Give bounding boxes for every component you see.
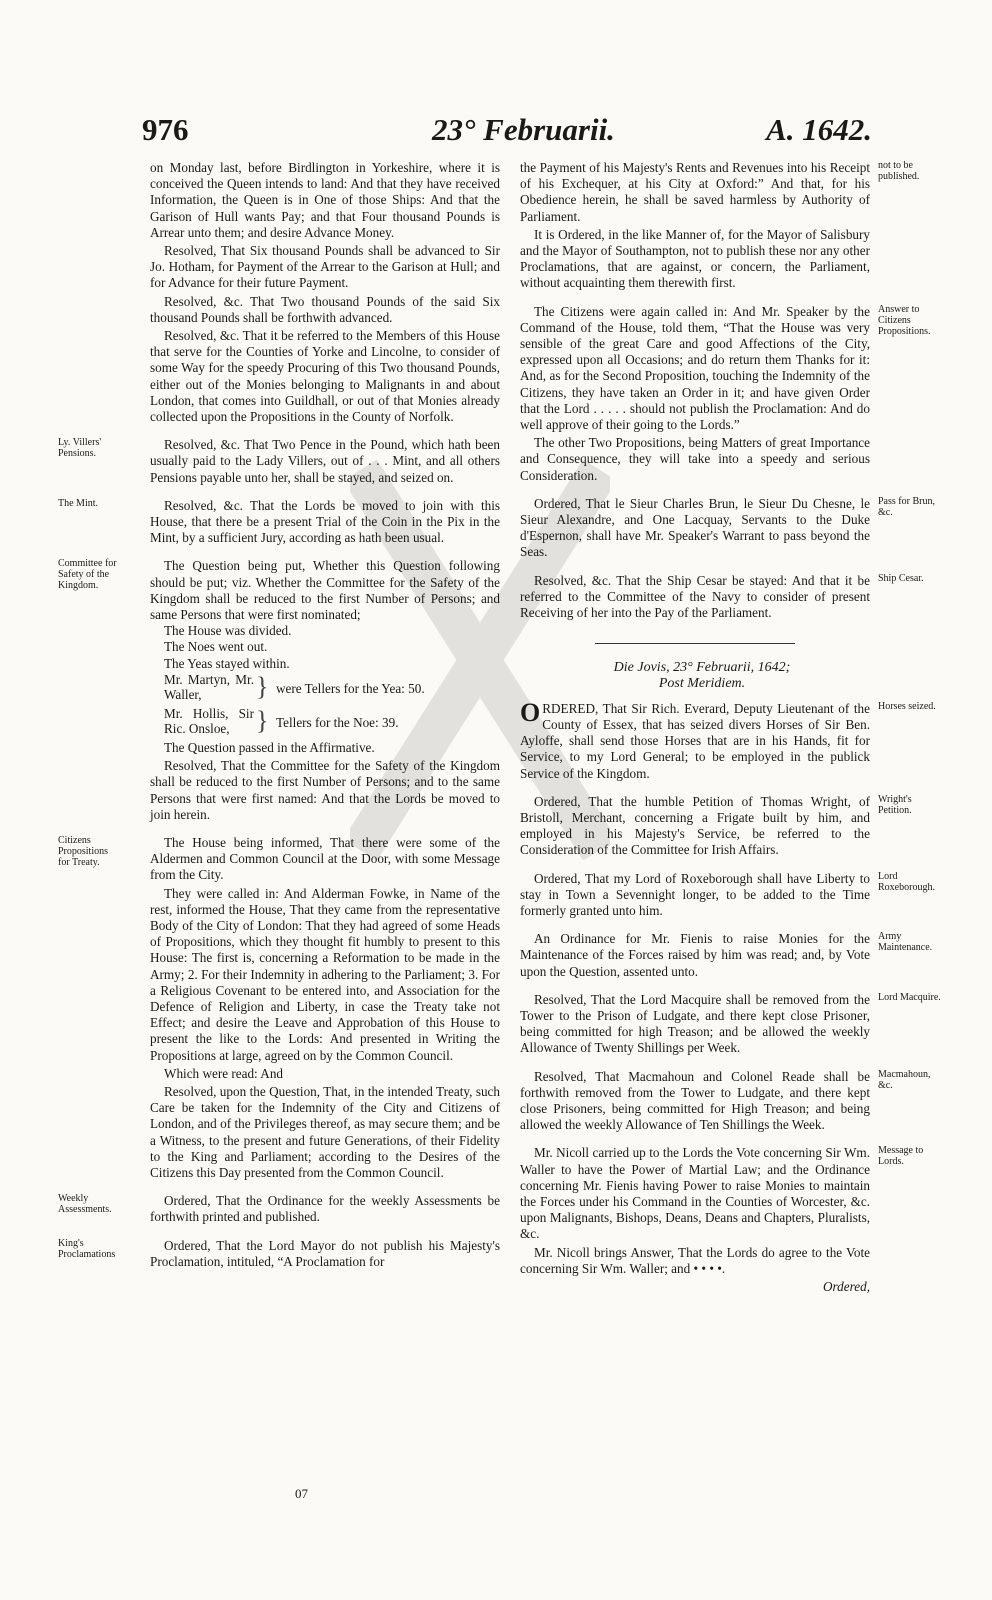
catchword: Ordered, bbox=[823, 1278, 870, 1294]
margin-note: Lord Macquire. bbox=[878, 991, 941, 1003]
paragraph-text: An Ordinance for Mr. Fienis to raise Monies for the Maintenance of the Forces raised by him was read; and, by Vote upon the Question, assented unto. bbox=[520, 931, 870, 979]
signature-mark: 07 bbox=[295, 1486, 308, 1501]
margin-note: Lord Roxeborough. bbox=[878, 870, 935, 893]
paragraph-text: The House being informed, That there were some of the Aldermen and Common Council at the Door, with some Message from the City. bbox=[150, 834, 500, 883]
margin-note: Committee for Safety of the Kingdom. bbox=[58, 558, 117, 592]
left-column bbox=[58, 160, 500, 1272]
margin-note: The Mint. bbox=[58, 497, 98, 509]
paragraph-text: Ordered, That my Lord of Roxeborough shall have Liberty to stay in Town a Sevennight longer, to be added to the Time formerly granted unto him. bbox=[520, 870, 870, 918]
margin-note: Ly. Villers' Pensions. bbox=[58, 437, 102, 460]
paragraph-text: Resolved, &c. That it be referred to the Members of this House that serve for the Counties of Yorke and Lincolne, to consider of some Way for the speedy Procuring of this Two thousand Pounds, either out of the Monies belonging to Malignants in and about London, that comes into Guildhall, or out of that Monies already collected upon the Propositions in the County of Norfolk. bbox=[150, 328, 500, 425]
paragraph-text: The Citizens were again called in: And Mr. Speaker by the Command of the House, told them, “That the House was very sensible of the great Care and good Affections of the City, expressed upon all Occasions; and do return them Thanks for it: And, as for the Second Proposition, touching the Indemnity of the Citizens, they have taken an Order in it; and have given Order that the Lord . . . . . should not publish the Proclamation: And do well approve of their going to the Lords.” bbox=[520, 303, 870, 433]
tellers-names: Mr. Martyn, Mr. Waller, bbox=[164, 671, 254, 702]
section-title: Die Jovis, 23° Februarii, 1642; bbox=[613, 660, 791, 676]
margin-note: Message to Lords. bbox=[878, 1145, 924, 1168]
page-header bbox=[142, 112, 872, 156]
paragraph-text: It is Ordered, in the like Manner of, for the Mayor of Salisbury and the Mayor of Southampton, not to publish these nor any other Proclamations, that are against, or concern, the Parliament, without acquainting them therewith first. bbox=[520, 226, 870, 291]
tellers-result: were Tellers for the Yea: 50. bbox=[276, 680, 425, 696]
margin-note: Citizens Propositions for Treaty. bbox=[58, 834, 109, 868]
section-divider bbox=[595, 643, 795, 644]
tellers-noe bbox=[164, 706, 500, 740]
header-date: 23° Februarii. bbox=[432, 112, 615, 147]
paragraph-text: The other Two Propositions, being Matters of great Importance and Consequence, they will take into a speedy and serious Consideration. bbox=[520, 435, 870, 483]
right-column bbox=[520, 160, 941, 1295]
margin-note: not to be published. bbox=[878, 160, 920, 182]
header-year: A. 1642. bbox=[766, 112, 872, 147]
paragraph-text: Resolved, That the Lord Macquire shall be removed from the Tower to the Prison of Ludgate, and there kept close Prisoner, being committed for high Treason; and be allowed the weekly Allowance of Twenty Shillings per Week. bbox=[520, 991, 870, 1056]
line-text: The House was divided. bbox=[164, 623, 292, 639]
paragraph-text: Resolved, That Macmahoun and Colonel Reade shall be forthwith removed from the Tower to Ludgate, and there kept close Prisoners, being committed for High Treason; and being allowed the weekly Allowance of Ten Shillings the Week. bbox=[520, 1068, 870, 1133]
paragraph-text: Resolved, &c. That the Ship Cesar be stayed: And that it be referred to the Committee of the Navy to consider of present Receiving of her into the Pay of the Parliament. bbox=[520, 572, 870, 621]
paragraph-text: Ordered, That the Ordinance for the weekly Assessments be forthwith printed and published. bbox=[150, 1193, 500, 1225]
brace-icon: } bbox=[256, 671, 269, 701]
tellers-yea bbox=[164, 672, 500, 706]
line-text: Which were read: And bbox=[164, 1065, 284, 1081]
paragraph-text: Resolved, &c. That the Lords be moved to join with this House, that there be a present Trial of the Coin in the Pix in the Mint, by a sufficient Jury, according as hath been usual. bbox=[150, 497, 500, 546]
paragraph-body: RDERED, That Sir Rich. Everard, Deputy Lieutenant of the County of Essex, that has seized divers Horses of Sir Ben. Ayloffe, shall send those Horses that are in his Hands, fit for Service, to my Lord General; to be employed in the publick Service of the Kingdom. bbox=[520, 700, 870, 781]
paragraph-text: Ordered, That le Sieur Charles Brun, le Sieur Du Chesne, le Sieur Alexandre, and One Lacquay, Servants to the Duke d'Espernon, shall have Mr. Speaker's Warrant to pass beyond the Seas. bbox=[520, 495, 870, 560]
margin-note: King's Proclamations bbox=[58, 1237, 116, 1260]
margin-note: Pass for Brun, &c. bbox=[878, 495, 935, 518]
margin-note: Horses seized. bbox=[878, 700, 936, 712]
paragraph bbox=[150, 160, 500, 241]
margin-note: Army Maintenance. bbox=[878, 931, 933, 954]
paragraph-text: the Payment of his Majesty's Rents and Revenues into his Receipt of his Exchequer, at his City at Oxford:” And that, for his Obedience herein, he shall be saved harmless by Authority of Parliament. bbox=[520, 160, 870, 224]
paragraph-text: Resolved, That Six thousand Pounds shall be advanced to Sir Jo. Hotham, for Payment of the Arrear to the Garison at Hull; and for Advance for their future Payment. bbox=[150, 243, 500, 291]
tellers-result: Tellers for the Noe: 39. bbox=[276, 714, 399, 730]
paragraph-text: Resolved, &c. That Two Pence in the Pound, which hath been usually paid to the Lady Villers, out of . . . Mint, and all others Pensions payable unto her, shall be stayed, and seized on. bbox=[150, 437, 500, 485]
page-number: 976 bbox=[142, 112, 189, 147]
margin-note: Answer to Citizens Propositions. bbox=[878, 303, 931, 337]
line-text: The Question passed in the Affirmative. bbox=[164, 739, 375, 755]
paragraph-text: Resolved, &c. That Two thousand Pounds of the said Six thousand Pounds shall be forthwith advanced. bbox=[150, 293, 500, 325]
margin-note: Macmahoun, &c. bbox=[878, 1068, 931, 1091]
brace-icon: } bbox=[256, 705, 269, 735]
margin-note: Weekly Assessments. bbox=[58, 1193, 112, 1216]
paragraph-text: Ordered, That the humble Petition of Thomas Wright, of Bristoll, Merchant, concerning a Frigate built by him, and employed in his Majesty's Service, be referred to the Consideration of the Committee for Irish Affairs. bbox=[520, 793, 870, 858]
paragraph-text: Mr. Nicoll carried up to the Lords the Vote concerning Sir Wm. Waller to have the Power of Martial Law; and the Ordinance concerning Mr. Fienis having Power to raise Monies to maintain the Forces under his Command in the Counties of Worcester, &c. upon Malignants, Bishops, Deans, Deans and Chapters, Pluralists, &c. bbox=[520, 1145, 870, 1242]
drop-cap: O bbox=[520, 697, 541, 727]
paragraph-text: Ordered, That the Lord Mayor do not publish his Majesty's Proclamation, intituled, “A Proclamation for bbox=[150, 1237, 500, 1269]
line-text: The Yeas stayed within. bbox=[164, 655, 290, 671]
paragraph-text: Mr. Nicoll brings Answer, That the Lords do agree to the Vote concerning Sir Wm. Waller; and • • • •. bbox=[520, 1244, 870, 1276]
paragraph-text: They were called in: And Alderman Fowke, in Name of the rest, informed the House, That they came from the representative Body of the City of London: That they had agreed of some Heads of Propositions, which they thought fit humbly to present to this House: The first is, concerning a Reformation to be made in the Army; 2. For their Indemnity in adhering to the Parliament; 3. For a Religious Covenant to be entered into, and Association for the Defence of Religion and Liberty, in case the Treaty take not Effect; and desire the Leave and Approbation of this House to present the like to the Lords: And presented in Writing the Propositions at large, agreed on by the Common Council. bbox=[150, 885, 500, 1063]
section-subtitle: Post Meridiem. bbox=[658, 676, 746, 692]
paragraph-text: Resolved, That the Committee for the Safety of the Kingdom shall be reduced to the first Number of Persons; and to the same Persons that were first named: And that the Lords be moved to join herein. bbox=[150, 758, 500, 822]
margin-note: Wright's Petition. bbox=[878, 793, 912, 816]
paragraph-text: on Monday last, before Birdlington in Yorkeshire, where it is conceived the Queen intends to land: And that they have received Information, the Queen is in One of those Ships: And that the Garison of Hull wants Pay; and that Four thousand Pounds is Arrear unto them; and desire Advance Money. bbox=[150, 160, 500, 240]
paragraph-text bbox=[520, 697, 870, 782]
paragraph-text: Resolved, upon the Question, That, in the intended Treaty, such Care be taken for the Indemnity of the City and Citizens of London, and of the Privileges thereof, as may secure them; and be a Witness, to the present and future Generations, of their Fidelity to the King and Parliament; according to the Desires of the Citizens this Day presented from the Common Council. bbox=[150, 1083, 500, 1180]
paragraph-text: The Question being put, Whether this Question following should be put; viz. Whether the Committee for the Safety of the Kingdom shall be reduced to the first Number of Persons; and same Persons that were first nominated; bbox=[150, 558, 500, 623]
line-text: The Noes went out. bbox=[164, 639, 268, 655]
margin-note: Ship Cesar. bbox=[878, 572, 924, 584]
tellers-names: Mr. Hollis, Sir Ric. Onsloe, bbox=[164, 705, 254, 736]
